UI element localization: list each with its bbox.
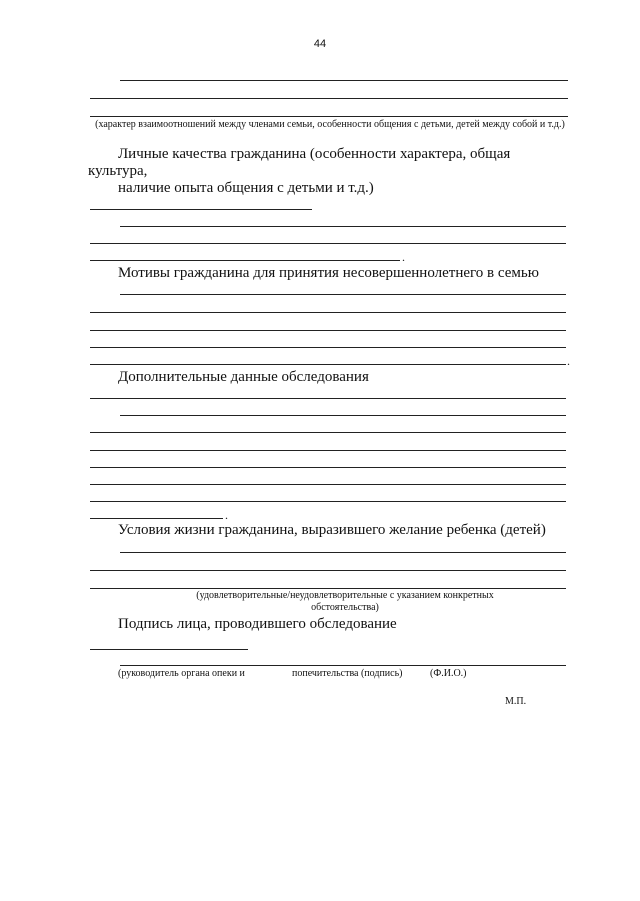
fill-line (90, 450, 566, 451)
fill-line (90, 432, 566, 433)
fill-line (90, 243, 566, 244)
signature-heading: Подпись лица, проводившего обследование (118, 616, 397, 632)
fill-line (90, 347, 566, 348)
fill-line (90, 649, 248, 650)
fill-line (90, 364, 566, 365)
fill-line (120, 415, 566, 416)
living-conditions-note: (удовлетворительные/неудовлетворительные с указанием конкретных обстоятельства) (196, 590, 494, 613)
fill-line (120, 226, 566, 227)
fill-line (90, 398, 566, 399)
fill-line (90, 588, 566, 589)
signature-line (120, 665, 566, 666)
fill-line (120, 552, 566, 553)
page-number: 44 (313, 38, 327, 50)
fill-line (90, 98, 568, 99)
personal-qualities-line2: культура, (88, 163, 148, 179)
fill-line (90, 501, 566, 502)
fill-line (90, 467, 566, 468)
signature-caption-head: (руководитель органа опеки и (118, 668, 245, 679)
fill-line (90, 330, 566, 331)
fill-line (90, 484, 566, 485)
signature-caption-guardianship: попечительства (подпись) (292, 668, 403, 679)
signature-caption-fio: (Ф.И.О.) (430, 668, 467, 679)
fill-line (90, 570, 566, 571)
personal-qualities-line3: наличие опыта общения с детьми и т.д.) (118, 180, 374, 196)
fill-line (90, 209, 312, 210)
fill-line (90, 260, 400, 261)
fill-line (90, 312, 566, 313)
end-mark: . (567, 354, 570, 368)
personal-qualities-line1: Личные качества гражданина (особенности характера, общая (118, 146, 511, 162)
motives-heading: Мотивы гражданина для принятия несовершеннолетнего в семью (118, 265, 539, 281)
fill-line (90, 518, 223, 519)
family-relations-note: (характер взаимоотношений между членами семьи, особенности общения с детьми, детей между собой и т.д.) (95, 119, 565, 130)
end-mark: . (402, 250, 405, 264)
additional-heading: Дополнительные данные обследования (118, 369, 369, 385)
fill-line (90, 116, 568, 117)
living-conditions-heading: Условия жизни гражданина, выразившего желание ребенка (детей) (118, 522, 546, 538)
end-mark: . (225, 508, 228, 522)
fill-line (120, 80, 568, 81)
stamp-place: М.П. (505, 696, 527, 707)
fill-line (120, 294, 566, 295)
